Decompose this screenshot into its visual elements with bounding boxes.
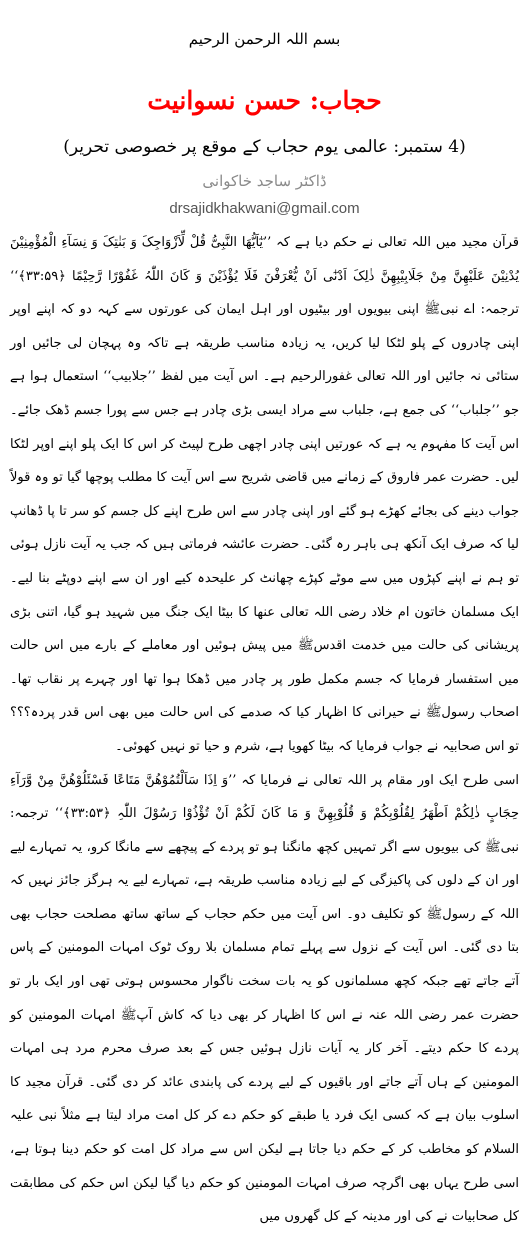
body-paragraph: قرآن مجید میں اللہ تعالی نے حکم دیا ہے کہ ’’یٰٓاَیُّھَا النَّبِیُّ قُلْ لِّاَزْوَاجِکَ وَ بَنٰتِکَ وَ نِسَآءِ الْمُؤْمِنِیْنَ یُدْنِیْنَ عَلَیْھِنَّ مِنْ جَلَابِیْبِھِنَّ ذٰلِکَ اَدْنٰٓی اَنْ یُّعْرَفْنَ فَلَا یُؤْذَیْنَ وَ کَانَ اللّٰہُ غَفُوْرًا رَّحِیْمًا ﴿۳۳:۵۹﴾‘‘ ترجمہ: اے نبیﷺ اپنی بیویوں اور بیٹیوں اور اہل ایمان کی عورتوں سے کہہ دو کہ اپنے اوپر اپنی چادروں کے پلو لٹکا لیا کریں، یہ زیادہ مناسب طریقہ ہے تاکہ وہ پہچان لی جائیں اور ستائی نہ جائیں اور اللہ تعالی غفورالرحیم ہے۔ اس آیت میں لفظ ’’جلابیب‘‘ استعمال ہوا ہے جو ’’جلباب‘‘ کی جمع ہے، جلباب سے مراد ایسی بڑی چادر ہے جس سے پورا جسم ڈھک جائے۔ اس آیت کا مفہوم یہ ہے کہ عورتیں اپنی چادر اچھی طرح لپیٹ کر اس کا ایک پلو اپنے اوپر لٹکا لیں۔ حضرت عمر فاروق کے زمانے میں قاضی شریح سے اس آیت کا مطلب پوچھا گیا تو وہ قولاً جواب دینے کی بجائے کھڑے ہو گئے اور اپنی چادر سے اس طرح اپنے کل جسم کو سر تا پا ڈھانپ لیا کہ صرف ایک آنکھ ہی باہر رہ گئی۔ حضرت عائشہ فرماتی ہیں کہ جب یہ آیت نازل ہوئی تو ہم نے اپنے کپڑوں میں سے موٹے کپڑے چھانٹ کر علیحدہ کیے اور ان سے اپنے دوپٹے بنا لیے۔ ایک مسلمان خاتون ام خلاد رضی اللہ تعالی عنھا کا بیٹا ایک جنگ میں شہید ہو گیا، اتنی بڑی پریشانی کی حالت میں خدمت اقدسﷺ میں پیش ہوئیں اور معاملے کے بارے میں اس حالت میں استفسار فرمایا کہ جسم مکمل طور پر چادر میں ڈھکا ہوا تھا اور چہرے پر نقاب تھا۔ اصحاب رسولﷺ نے حیرانی کا اظہار کیا کہ صدمے کی اس حالت میں بھی اس قدر پردہ؟؟؟ تو اس صحابیہ نے جواب فرمایا کہ بیٹا کھویا ہے، شرم و حیا تو نہیں کھوئی۔ [10, 235, 519, 754]
article-subtitle: (4 ستمبر: عالمی یوم حجاب کے موقع پر خصوصی تحریر) [63, 137, 466, 157]
author-email: drsajidkhakwani@gmail.com [169, 200, 360, 217]
article-title: حجاب: حسن نسوانیت [147, 86, 382, 115]
article-body [10, 226, 519, 1234]
bismillah-heading: بسم اللہ الرحمن الرحیم [188, 30, 341, 48]
author-name: ڈاکٹر ساجد خاکوانی [202, 172, 327, 190]
body-paragraph: اسی طرح ایک اور مقام پر اللہ تعالی نے فرمایا کہ ’’وَ اِذَا سَاَلْتُمُوْھُنَّ مَتَاعًا فَسْئَلُوْھُنَّ مِنْ وَّرَآءِ حِجَابٍ ذٰلِکُمْ اَطْھَرُ لِقُلُوْبِکُمْ وَ قُلُوْبِھِنَّ وَ مَا کَانَ لَکُمْ اَنْ تُؤْذُوْا رَسُوْلَ اللّٰہِ ﴿۳۳:۵۳﴾‘‘ ترجمہ: نبیﷺ کی بیویوں سے اگر تمہیں کچھ مانگنا ہو تو پردے کے پیچھے سے مانگا کرو، یہ تمہارے لیے اور ان کے دلوں کی پاکیزگی کے لیے زیادہ مناسب طریقہ ہے، تمہارے لیے یہ ہرگز جائز نہیں کہ اللہ کے رسولﷺ کو تکلیف دو۔ اس آیت میں حکم حجاب کے ساتھ ساتھ مصلحت حجاب بھی بتا دی گئی۔ اس آیت کے نزول سے پہلے تمام مسلمان بلا روک ٹوک امہات المومنین کے پاس آتے جاتے تھے جبکہ کچھ مسلمانوں کو یہ بات سخت ناگوار محسوس ہوتی تھی اور ایک بار تو حضرت عمر رضی اللہ عنہ نے اس کا اظہار کر بھی دیا کہ کاش آپﷺ امہات المومنین کو پردے کا حکم دیتے۔ آخر کار یہ آیات نازل ہوئیں جس کے بعد صرف محرم مرد ہی امہات المومنین کے ہاں آتے جاتے اور باقیوں کے لیے پردے کی پابندی عائد کر دی گئی۔ قرآن مجید کا اسلوب بیان ہے کہ کسی ایک فرد یا طبقے کو حکم دے کر کل امت مراد لیتا ہے مثلاً نبی علیہ السلام کو مخاطب کر کے حکم دیا جاتا ہے لیکن اس سے مراد کل امت کو حکم دینا ہوتا ہے، اسی طرح یہاں بھی اگرچہ صرف امہات المومنین کو حکم دیا گیا لیکن اس حکم کی مطابقت کل صحابیات نے کی اور مدینہ کے کل گھروں میں [10, 772, 520, 1225]
